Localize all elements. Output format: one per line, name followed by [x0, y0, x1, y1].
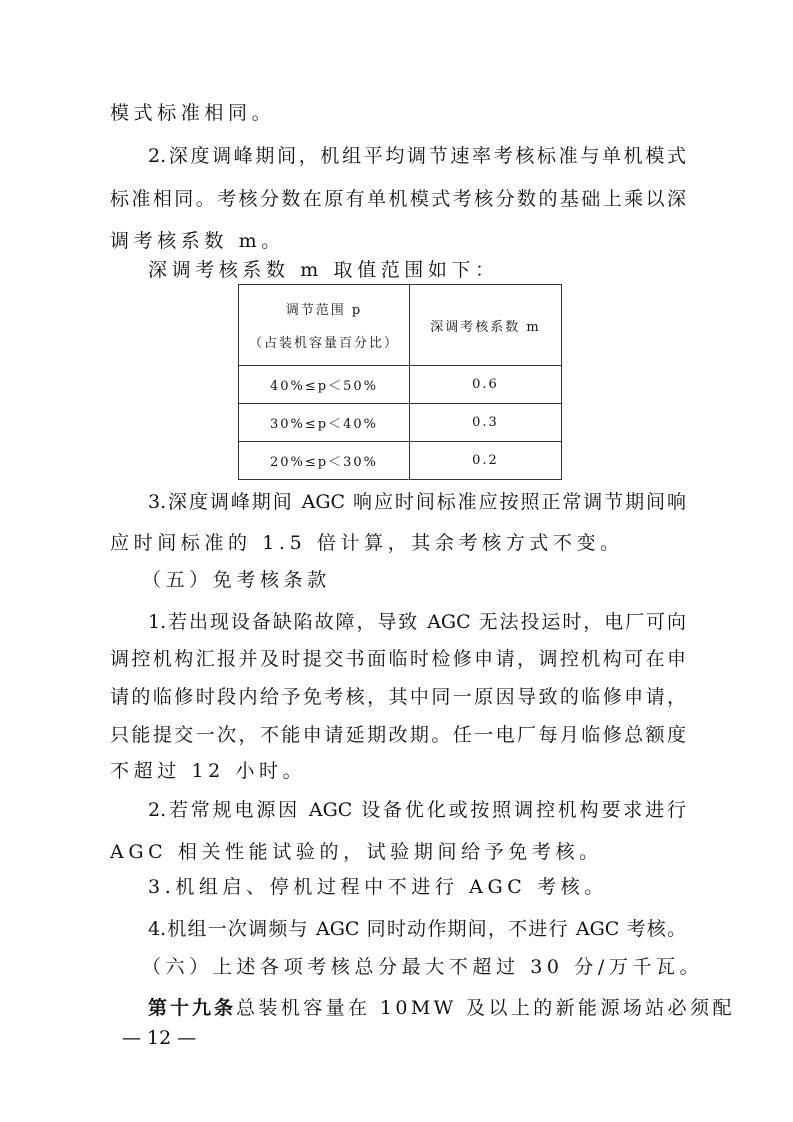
- paragraph-line: 请的临修时段内给予免考核，其中同一原因导致的临修申请，: [110, 686, 686, 708]
- table-row: [239, 366, 562, 404]
- table-header-row: [239, 285, 562, 366]
- page-number: — 12 —: [122, 1027, 197, 1049]
- header-range: [239, 285, 410, 366]
- paragraph-line: 3.机组启、停机过程中不进行 AGC 考核。: [148, 876, 608, 898]
- section-heading: （五）免考核条款: [142, 569, 331, 591]
- paragraph-line: 模式标准相同。: [110, 102, 276, 124]
- cell-range: 40%≤p＜50%: [239, 366, 410, 404]
- paragraph-line: 1.若出现设备缺陷故障，导致 AGC 无法投运时，电厂可向: [148, 611, 686, 633]
- paragraph-line: 调考核系数 m。: [110, 230, 285, 252]
- header-range-line1: 调节范围 p: [285, 303, 363, 318]
- paragraph-line: 只能提交一次，不能申请延期改期。任一电厂每月临修总额度: [110, 724, 686, 746]
- header-coefficient: 深调考核系数 m: [410, 285, 562, 366]
- cell-m: 0.6: [410, 366, 562, 404]
- coefficient-table: [238, 284, 562, 480]
- cell-m: 0.3: [410, 404, 562, 442]
- paragraph-line: 标准相同。考核分数在原有单机模式考核分数的基础上乘以深: [110, 188, 686, 210]
- paragraph-line: 不超过 12 小时。: [110, 760, 307, 782]
- paragraph-line: 深调考核系数 m 取值范围如下：: [148, 259, 499, 281]
- article-label: 第十九条: [148, 997, 237, 1019]
- cell-m: 0.2: [410, 442, 562, 480]
- cell-range: 20%≤p＜30%: [239, 442, 410, 480]
- paragraph-line: 2.深度调峰期间，机组平均调节速率考核标准与单机模式: [148, 145, 686, 167]
- paragraph-line: 调控机构汇报并及时提交书面临时检修申请，调控机构可在申: [110, 648, 686, 670]
- article-line: [110, 995, 735, 1021]
- header-range-line2: （占装机容量百分比）: [248, 336, 399, 351]
- section-heading: （六）上述各项考核总分最大不超过 30 分/万千瓦。: [142, 956, 704, 978]
- paragraph-line: 4.机组一次调频与 AGC 同时动作期间，不进行 AGC 考核。: [148, 918, 686, 940]
- paragraph-line: 2.若常规电源因 AGC 设备优化或按照调控机构要求进行: [148, 799, 686, 821]
- paragraph-line: 应时间标准的 1.5 倍计算，其余考核方式不变。: [110, 532, 624, 554]
- paragraph-line: 3.深度调峰期间 AGC 响应时间标准应按照正常调节期间响: [148, 491, 686, 513]
- table-row: [239, 404, 562, 442]
- paragraph-line: AGC 相关性能试验的，试验期间给予免考核。: [110, 841, 603, 863]
- cell-range: 30%≤p＜40%: [239, 404, 410, 442]
- article-text: 总装机容量在 10MW 及以上的新能源场站必须配: [236, 997, 735, 1019]
- table-row: [239, 442, 562, 480]
